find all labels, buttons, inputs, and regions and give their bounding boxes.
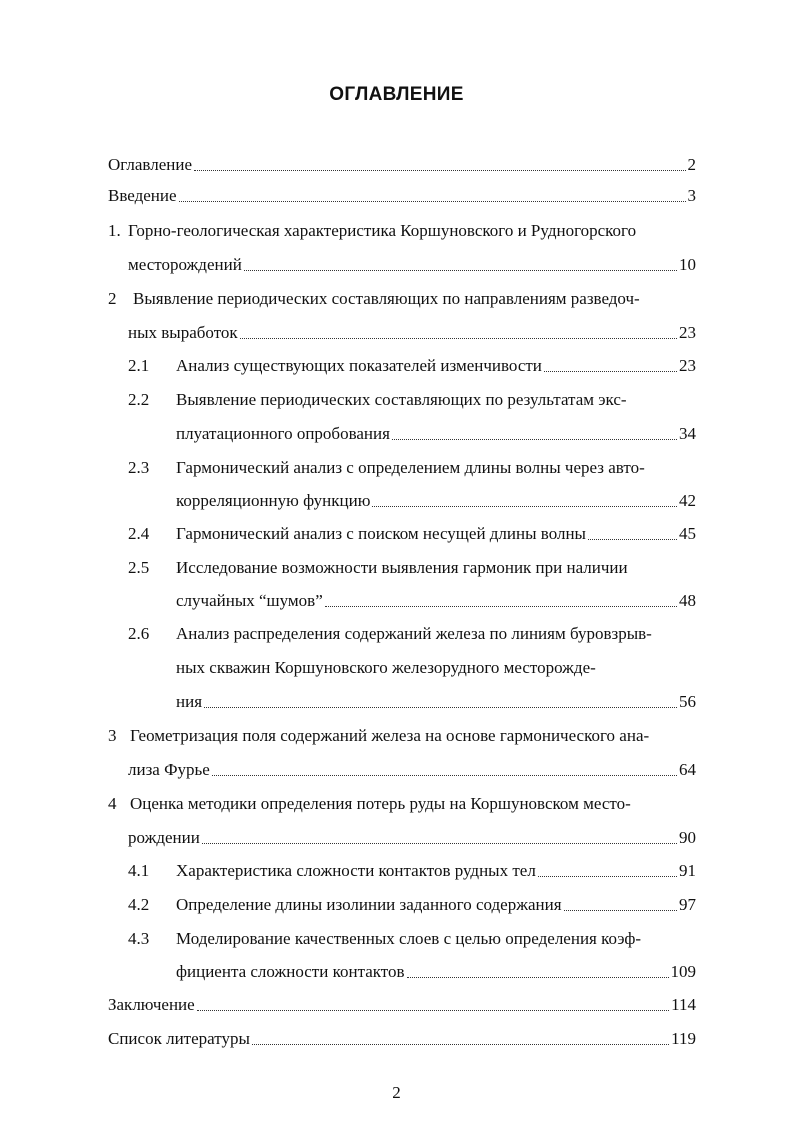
toc-entry-section-2-4	[176, 521, 696, 547]
leader-dots	[197, 1010, 669, 1011]
toc-entry-page: 90	[679, 828, 696, 847]
leader-dots	[212, 775, 677, 776]
page-number: 2	[392, 1083, 401, 1102]
toc-entry-page: 3	[687, 186, 696, 205]
toc-entry-section-4-2	[176, 892, 696, 918]
toc-entry-chapter-1	[128, 252, 696, 278]
toc-entry-label: плуатационного опробования	[176, 424, 390, 443]
toc-entry-number: 4.2	[128, 895, 150, 914]
toc-entry-chapter-4	[128, 825, 696, 851]
toc-entry-number: 2.3	[128, 458, 150, 477]
toc-entry-label: Анализ существующих показателей изменчивости	[176, 356, 542, 375]
toc-entry-page: 23	[679, 356, 696, 375]
toc-entry-text: Анализ распределения содержаний железа по линиям буровзрыв-	[176, 624, 652, 643]
toc-entry-label: месторождений	[128, 255, 242, 274]
toc-entry-page: 48	[679, 591, 696, 610]
toc-entry-text: Выявление периодических составляющих по результатам экс-	[176, 390, 627, 409]
toc-entry-contents	[108, 152, 696, 178]
toc-entry-text: Исследование возможности выявления гармоник при наличии	[176, 558, 628, 577]
toc-entry-label: Характеристика сложности контактов рудных тел	[176, 861, 536, 880]
toc-entry-section-4-3	[176, 959, 696, 985]
toc-entry-text: ных скважин Коршуновского железорудного месторожде-	[176, 658, 596, 677]
toc-entry-page: 91	[679, 861, 696, 880]
toc-entry-section-2-6	[176, 689, 696, 715]
toc-entry-label: ния	[176, 692, 203, 711]
leader-dots	[325, 606, 677, 607]
toc-entry-section-2-2	[176, 421, 696, 447]
toc-entry-label: Введение	[108, 186, 177, 205]
leader-dots	[588, 539, 677, 540]
toc-entry-label: фициента сложности контактов	[176, 962, 405, 981]
toc-entry-page: 23	[679, 323, 696, 342]
toc-entry-label: Определение длины изолинии заданного содержания	[176, 895, 562, 914]
toc-entry-number: 2.2	[128, 390, 150, 409]
toc-entry-label: лиза Фурье	[128, 760, 210, 779]
toc-entry-page: 56	[679, 692, 696, 711]
leader-dots	[407, 977, 669, 978]
toc-entry-text: Горно-геологическая характеристика Коршуновского и Рудногорского	[128, 221, 637, 240]
leader-dots	[392, 439, 677, 440]
toc-entry-introduction	[108, 183, 696, 209]
toc-entry-number: 4.3	[128, 929, 150, 948]
toc-entry-section-2-5	[176, 588, 696, 614]
toc-entry-number: 3	[108, 726, 117, 745]
leader-dots	[204, 707, 677, 708]
toc-entry-label: ных выработок	[128, 323, 238, 342]
toc-entry-text: Геометризация поля содержаний железа на основе гармонического ана-	[130, 726, 650, 745]
toc-entry-page: 114	[671, 995, 696, 1014]
toc-entry-text: Оценка методики определения потерь руды на Коршуновском место-	[130, 794, 631, 813]
toc-entry-label: корреляционную функцию	[176, 491, 371, 510]
toc-entry-number: 2.1	[128, 356, 150, 375]
toc-entry-label: Заключение	[108, 995, 195, 1014]
leader-dots	[202, 843, 677, 844]
leader-dots	[179, 201, 686, 202]
toc-entry-label: Оглавление	[108, 155, 192, 174]
toc-entry-number: 4	[108, 794, 117, 813]
leader-dots	[544, 371, 677, 372]
toc-entry-number: 2.6	[128, 624, 150, 643]
toc-entry-page: 2	[687, 155, 696, 174]
toc-entry-page: 42	[679, 491, 696, 510]
toc-entry-section-2-1	[176, 353, 696, 379]
toc-entry-chapter-3	[128, 757, 696, 783]
toc-entry-chapter-2	[128, 320, 696, 346]
leader-dots	[240, 338, 677, 339]
toc-entry-number: 2.5	[128, 558, 150, 577]
page-title: ОГЛАВЛЕНИЕ	[329, 84, 464, 105]
toc-entry-page: 119	[671, 1029, 696, 1048]
toc-entry-section-2-3	[176, 488, 696, 514]
toc-entry-label: случайных “шумов”	[176, 591, 323, 610]
toc-entry-text: Моделирование качественных слоев с целью определения коэф-	[176, 929, 642, 948]
leader-dots	[564, 910, 677, 911]
toc-entry-section-4-1	[176, 858, 696, 884]
toc-entry-conclusion	[108, 992, 696, 1018]
toc-entry-page: 10	[679, 255, 696, 274]
toc-entry-number: 4.1	[128, 861, 150, 880]
leader-dots	[252, 1044, 669, 1045]
toc-entry-label: Гармонический анализ с поиском несущей длины волны	[176, 524, 586, 543]
toc-entry-number: 2.4	[128, 524, 150, 543]
toc-entry-number: 1.	[108, 221, 121, 240]
toc-entry-label: Список литературы	[108, 1029, 250, 1048]
toc-entry-page: 34	[679, 424, 696, 443]
leader-dots	[372, 506, 677, 507]
toc-entry-page: 64	[679, 760, 696, 779]
leader-dots	[538, 876, 677, 877]
toc-entry-page: 97	[679, 895, 696, 914]
toc-entry-text: Выявление периодических составляющих по направлениям разведоч-	[133, 289, 640, 308]
toc-entry-number: 2	[108, 289, 117, 308]
leader-dots	[194, 170, 686, 171]
toc-entry-bibliography	[108, 1026, 696, 1052]
toc-entry-text: Гармонический анализ с определением длины волны через авто-	[176, 458, 645, 477]
toc-entry-page: 109	[670, 962, 696, 981]
toc-entry-page: 45	[679, 524, 696, 543]
toc-entry-label: рождении	[128, 828, 200, 847]
leader-dots	[244, 270, 677, 271]
